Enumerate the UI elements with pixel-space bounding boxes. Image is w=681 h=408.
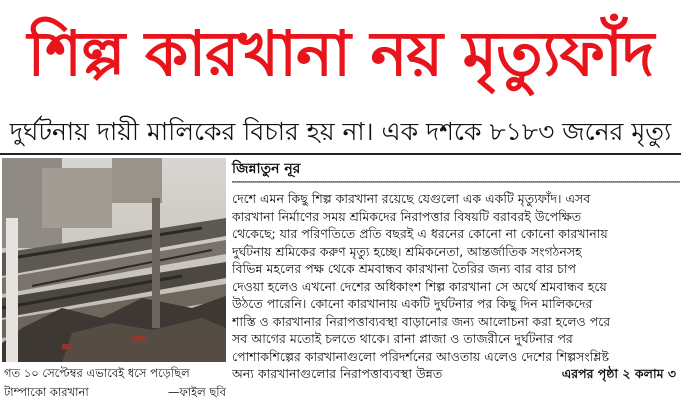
article-line: শাস্তি ও কারখানার নিরাপত্তাব্যবস্থা বাড়ানোর জন্য আলোচনা করা হলেও পরে	[232, 313, 611, 329]
article-line: পোশাকশিল্পের কারখানাগুলো পরিদর্শনের আওতায় এলেও দেশের শিল্পসংশ্লিষ্ট	[232, 348, 609, 364]
caption-line-1: গত ১০ সেপ্টেম্বর এভাবেই ধসে পড়েছিল	[4, 366, 190, 380]
article-line: দুর্ঘটনায় শ্রমিকের করুণ মৃত্যু হচ্ছে। শ্রমিকনেতা, আন্তর্জাতিক সংগঠনসহ	[232, 243, 582, 259]
article-line: থেকেছে; যার পরিণতিতে প্রতি বছরই এ ধরনের কোনো না কোনো কারখানায়	[232, 226, 608, 241]
article-line: কারখানা নির্মাণের সময় শ্রমিকদের নিরাপত্তার বিষয়টি বরাবরই উপেক্ষিত	[232, 208, 582, 224]
article-line: বিভিন্ন মহলের পক্ষ থেকে শ্রমবান্ধব কারখানা তৈরির জন্য বার বার চাপ	[232, 261, 576, 276]
photo-caption	[4, 364, 226, 404]
article-line: উঠতে পারেনি। কোনো কারখানায় একটি দুর্ঘটনার পর কিছু দিন মালিকদের	[232, 296, 593, 311]
article-last-text: অন্য কারখানাগুলোর নিরাপত্তাব্যবস্থা উন্নত	[232, 366, 443, 381]
byline-divider	[232, 181, 680, 183]
news-photo	[2, 158, 226, 362]
article-line: দেওয়া হলেও এখনো দেশের অধিকাংশ শিল্প কারখানা সে অর্থে শ্রমবান্ধব হয়ে	[232, 278, 607, 294]
divider	[0, 153, 681, 155]
article-line-last	[232, 365, 676, 383]
headline: শিল্প কারখানা নয় মৃত্যুফাঁদ	[27, 17, 654, 90]
article-body	[232, 190, 676, 404]
caption-line-2: টাম্পাকো কারখানা	[4, 385, 89, 399]
subheadline: দুর্ঘটনায় দায়ী মালিকের বিচার হয় না। এক দশকে ৮১৮৩ জনের মৃত্যু	[9, 117, 672, 146]
continuation-jump: এরপর পৃষ্ঠা ২ কলাম ৩	[561, 366, 676, 381]
byline: জিন্নাতুন নূর	[232, 161, 301, 177]
article-line: সব আগের মতোই চলতে থাকে। রানা প্লাজা ও তাজরীনে দুর্ঘটনার পর	[232, 331, 573, 346]
article-line: দেশে এমন কিছু শিল্প কারখানা রয়েছে যেগুলো এক একটি মৃত্যুফাঁদ। এসব	[232, 191, 591, 206]
photo-credit: —ফাইল ছবি	[167, 385, 226, 399]
